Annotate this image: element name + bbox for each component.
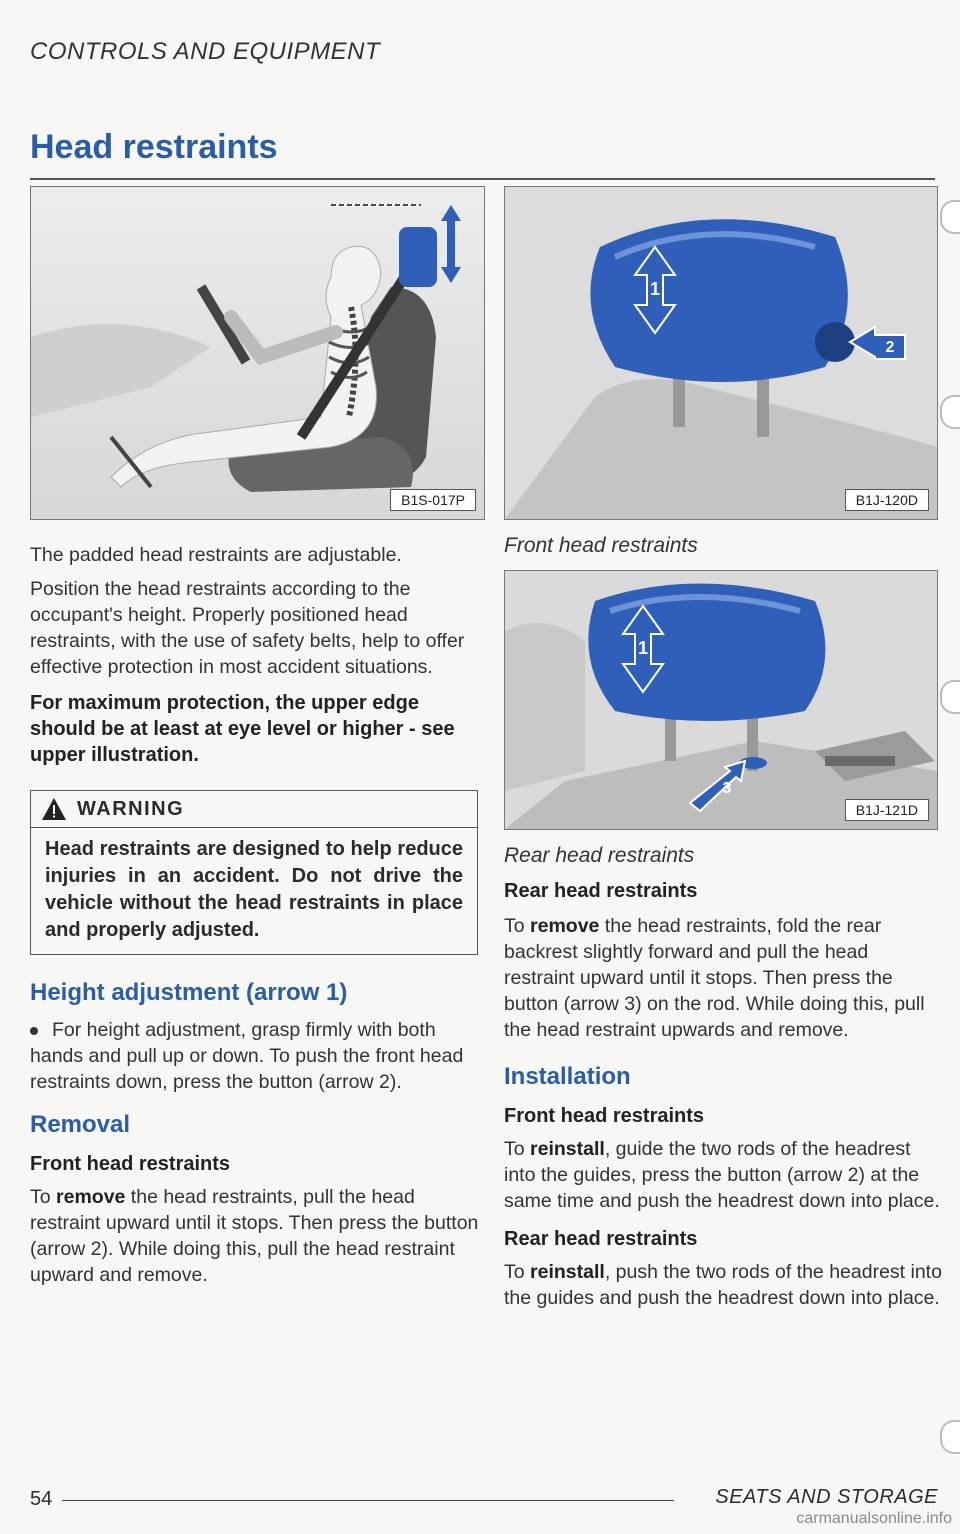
- figure-label: B1J-120D: [845, 489, 929, 511]
- page-number: 54: [30, 1488, 53, 1510]
- installation-heading: Installation: [504, 1063, 631, 1090]
- rear-arrow-1-label: 1: [637, 638, 649, 658]
- footer-section-title: SEATS AND STORAGE: [715, 1486, 938, 1508]
- watermark: carmanualsonline.info: [796, 1510, 952, 1527]
- install-front-text: [504, 1136, 944, 1214]
- warning-title: WARNING: [77, 797, 185, 820]
- install-rear-keyword: reinstall: [530, 1261, 605, 1283]
- warning-box: [30, 790, 478, 955]
- paragraph-max-protection: For maximum protection, the upper edge should be at least at eye level or higher - see upper illustration.: [30, 692, 455, 766]
- header-section-title: CONTROLS AND EQUIPMENT: [30, 38, 381, 65]
- rear-removal-body: the head restraints, fold the rear backrest slightly forward and pull the head restraint upward until it stops. Then press the button (arrow 3) on the rod. While doing this, pull the head restraint upwards and remove.: [504, 915, 925, 1041]
- height-adjustment-heading: Height adjustment (arrow 1): [30, 979, 348, 1006]
- install-front-heading: Front head restraints: [504, 1105, 705, 1127]
- figure-label: B1S-017P: [390, 489, 476, 511]
- install-rear-text: [504, 1259, 944, 1311]
- margin-tab: [940, 1420, 960, 1454]
- bullet-icon: [30, 1027, 38, 1035]
- warning-triangle-icon: [41, 797, 67, 821]
- figure-label: B1J-121D: [845, 799, 929, 821]
- footer-rule: [62, 1500, 674, 1501]
- margin-tab: [940, 200, 960, 234]
- front-restraints-illustration: [504, 186, 938, 520]
- title-rule: [30, 178, 935, 180]
- front-removal-body: the head restraints, pull the head restraint upward until it stops. Then press the button (arrow 2). While doing this, pull the head restraint upward and remove.: [30, 1186, 479, 1286]
- rear-caption: Rear head restraints: [504, 844, 695, 867]
- install-rear-pre: To: [504, 1261, 531, 1283]
- front-restraints-graphic: [505, 187, 937, 519]
- paragraph-position: Position the head restraints according to the occupant's height. Properly positioned head restraints, with the use of safety belts, help to offer effective protection in most accident situations.: [30, 578, 465, 678]
- front-caption: Front head restraints: [504, 534, 698, 557]
- margin-tab: [940, 680, 960, 714]
- removal-heading: Removal: [30, 1111, 131, 1138]
- install-rear-body: , push the two rods of the headrest into the guides and push the headrest down into place.: [504, 1261, 942, 1309]
- right-column: [504, 186, 944, 1311]
- page-title: Head restraints: [30, 128, 278, 166]
- front-arrow-1-label: 1: [649, 279, 661, 299]
- height-adjustment-text: [30, 1017, 485, 1095]
- rear-removal-heading: Rear head restraints: [504, 880, 698, 902]
- warning-header: [31, 791, 477, 827]
- margin-tab: [940, 395, 960, 429]
- seat-illustration-graphic: [31, 187, 484, 519]
- rear-arrow-3-label: 3: [722, 780, 732, 797]
- front-removal-heading: Front head restraints: [30, 1153, 231, 1175]
- front-arrow-2-label: 2: [885, 339, 895, 356]
- install-rear-heading: Rear head restraints: [504, 1228, 698, 1250]
- rear-removal-pre: To: [504, 915, 531, 937]
- front-removal-keyword: remove: [56, 1186, 126, 1208]
- rear-restraints-illustration: [504, 570, 938, 830]
- seat-illustration: [30, 186, 485, 520]
- height-adjustment-body: For height adjustment, grasp firmly with both hands and pull up or down. To push the front head restraints down, press the button (arrow 2).: [30, 1019, 464, 1093]
- install-front-keyword: reinstall: [530, 1138, 605, 1160]
- left-column: [30, 186, 485, 1288]
- rear-removal-text: [504, 913, 944, 1043]
- front-removal-text: [30, 1184, 485, 1288]
- rear-restraints-graphic: [505, 571, 937, 829]
- front-removal-pre: To: [30, 1186, 57, 1208]
- install-front-pre: To: [504, 1138, 531, 1160]
- paragraph-intro: The padded head restraints are adjustable.: [30, 544, 402, 566]
- rear-removal-keyword: remove: [530, 915, 600, 937]
- warning-text: Head restraints are designed to help reduce injuries in an accident. Do not drive the vehicle without the head restraints in place and properly adjusted.: [45, 838, 463, 941]
- install-front-body: , guide the two rods of the headrest into the guides, press the button (arrow 2) at the same time and push the headrest down into place.: [504, 1138, 940, 1212]
